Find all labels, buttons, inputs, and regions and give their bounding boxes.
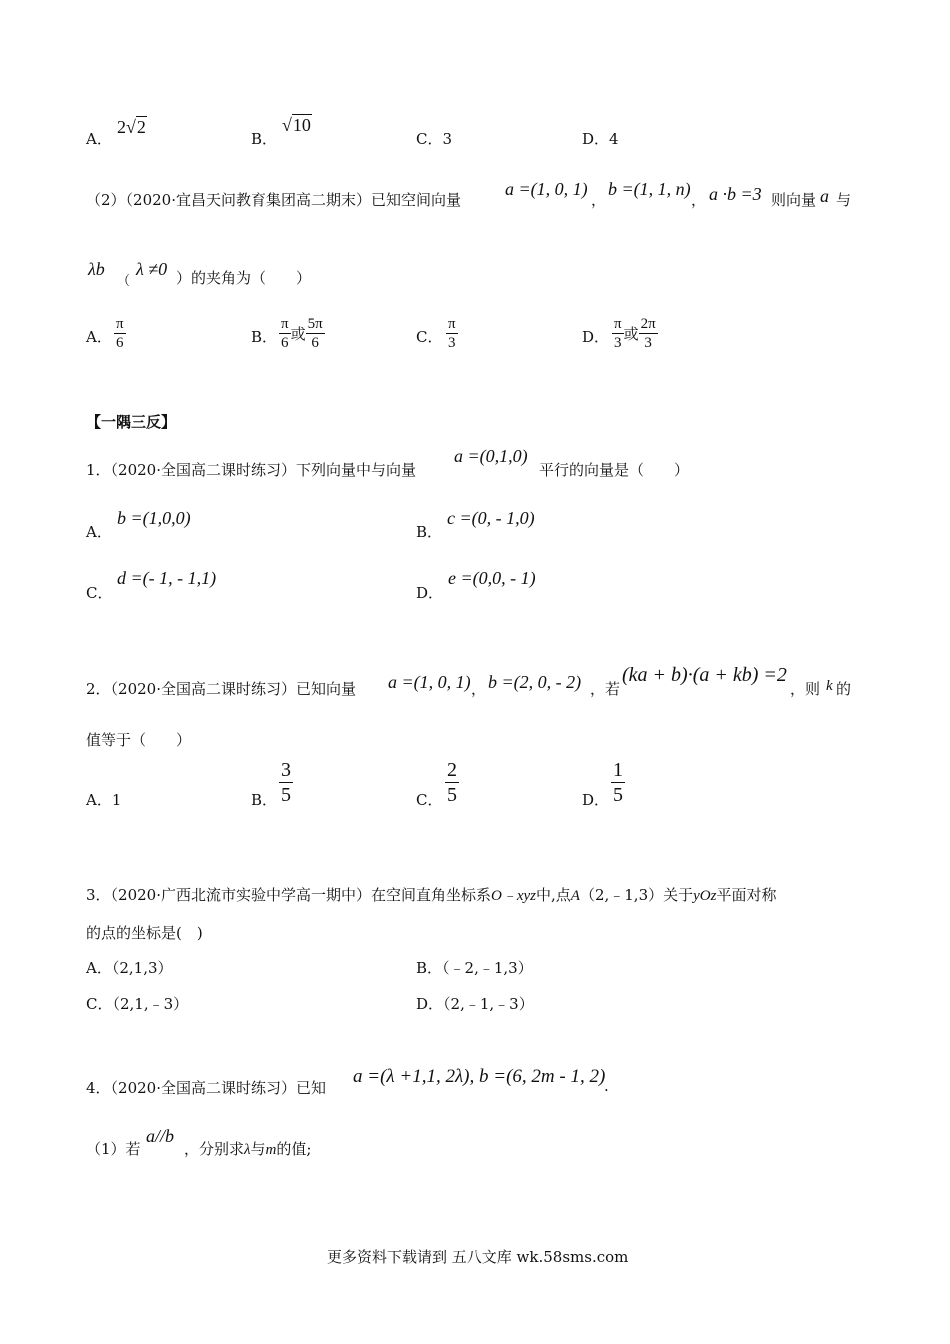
p3-option-b: B．（﹣2,﹣1,3） bbox=[416, 959, 533, 977]
p4-sub1-expr: a//b bbox=[146, 1126, 175, 1146]
q2-option-a-label: A． bbox=[86, 328, 112, 346]
q2-cond-open: （ bbox=[117, 274, 131, 289]
prev-option-d: D．4 bbox=[582, 130, 619, 148]
p4-expression: a =(λ +1,1, 2λ), b =(6, 2m - 1, 2) bbox=[353, 1066, 606, 1087]
p3-option-d: D．（2,﹣1,﹣3） bbox=[416, 995, 534, 1013]
p2-comma: ， bbox=[471, 680, 487, 698]
p3-text-7: 平面对称 bbox=[716, 886, 777, 904]
p1-option-d-value: e =(0,0, - 1) bbox=[448, 568, 536, 588]
p2-option-b-label: B． bbox=[251, 791, 278, 809]
q2-comma: ， bbox=[591, 191, 607, 209]
p2-option-c-value bbox=[445, 758, 459, 807]
p3-option-c: C．（2,1,﹣3） bbox=[86, 995, 189, 1013]
q2-vector-b: b =(1, 1, n) bbox=[608, 179, 691, 199]
fraction: $\frac{1}{5}$ bbox=[613, 759, 623, 806]
p2-tail-post: 的 bbox=[836, 680, 852, 698]
p3-line1 bbox=[86, 884, 776, 905]
p2-vector-a: a =(1, 0, 1) bbox=[388, 672, 471, 692]
q2-dot-product: a ·b =3 bbox=[709, 184, 762, 204]
q2-option-b-label: B． bbox=[251, 328, 278, 346]
option-a-label: A． bbox=[86, 130, 112, 148]
fraction: $\frac{2\pi}{3}$ bbox=[640, 316, 656, 351]
q2-lambda-b: λb bbox=[88, 259, 105, 279]
q2-option-c-value bbox=[446, 315, 458, 352]
p3-point: A bbox=[570, 888, 580, 904]
q2-a: a bbox=[820, 186, 829, 206]
p4-text: 4．（2020·全国高二课时练习）已知 bbox=[86, 1079, 326, 1097]
p2-option-d-value bbox=[611, 758, 625, 807]
p1-vector: a =(0,1,0) bbox=[454, 446, 528, 466]
p3-plane: yOz bbox=[693, 888, 717, 904]
prev-option-a bbox=[86, 128, 112, 149]
q2-option-d-value bbox=[612, 315, 658, 352]
p2-vector-b: b =(2, 0, - 2) bbox=[488, 672, 582, 692]
p4-lambda: λ bbox=[244, 1142, 251, 1158]
q2-mid-text: 则向量 bbox=[771, 191, 817, 209]
or-text: 或 bbox=[623, 325, 639, 343]
p2-tail-pre: ，则 bbox=[790, 680, 821, 698]
q2-vector-a: a =(1, 0, 1) bbox=[505, 179, 588, 199]
p3-text-1: 3．（2020·广西北流市实验中学高一期中）在空间直角坐标系 bbox=[86, 886, 491, 904]
q2-option-c-label: C． bbox=[416, 328, 443, 346]
section-title: 【一隅三反】 bbox=[86, 413, 177, 431]
prev-option-b: B． bbox=[251, 130, 278, 148]
p1-option-d-label: D． bbox=[416, 584, 444, 602]
p4-sub1-mid: ，分别求 bbox=[184, 1140, 245, 1158]
sqrt-expression: √2 bbox=[126, 117, 146, 137]
p4-sub1-tail: 的值; bbox=[276, 1140, 312, 1158]
p3-text-3: 中,点 bbox=[536, 886, 571, 904]
footer-text: 更多资料下载请到 五八文库 wk.58sms.com bbox=[327, 1248, 629, 1266]
q2-option-b-value bbox=[279, 315, 325, 352]
q2-option-a-value bbox=[114, 315, 126, 352]
p1-option-b-value: c =(0, - 1,0) bbox=[447, 508, 535, 528]
p3-option-a: A．（2,1,3） bbox=[86, 959, 173, 977]
p1-tail: 平行的向量是（ ） bbox=[539, 461, 690, 479]
p2-ruo: ，若 bbox=[590, 680, 621, 698]
q2-yu: 与 bbox=[836, 191, 852, 209]
p4-sub1-pre: （1）若 bbox=[86, 1140, 141, 1158]
p1-option-b-label: B． bbox=[416, 523, 443, 541]
p4-period: . bbox=[604, 1077, 609, 1095]
q2-cond-close: ）的夹角为（ ） bbox=[176, 269, 312, 287]
p2-text: 2．（2020·全国高二课时练习）已知向量 bbox=[86, 680, 356, 698]
p1-option-c-value: d =(- 1, - 1,1) bbox=[117, 568, 217, 588]
sqrt-expression: √10 bbox=[282, 115, 311, 135]
prev-option-b-value bbox=[282, 115, 312, 136]
fraction: $\frac{\pi}{3}$ bbox=[614, 316, 622, 351]
p1-option-a-value: b =(1,0,0) bbox=[117, 508, 191, 528]
p4-yu: 与 bbox=[250, 1140, 266, 1158]
fraction: $\frac{\pi}{3}$ bbox=[448, 316, 456, 351]
fraction: $\frac{5\pi}{6}$ bbox=[307, 316, 323, 351]
p4-sub1-line bbox=[184, 1138, 311, 1159]
q2-comma: ， bbox=[691, 191, 707, 209]
p2-option-c-label: C． bbox=[416, 791, 443, 809]
p1-option-c-label: C． bbox=[86, 584, 113, 602]
p4-m: m bbox=[265, 1142, 277, 1158]
prev-option-c: C．3 bbox=[416, 130, 453, 148]
q2-option-d-label: D． bbox=[582, 328, 610, 346]
fraction: $\frac{\pi}{6}$ bbox=[281, 316, 289, 351]
p1-option-a-label: A． bbox=[86, 523, 112, 541]
p2-line2: 值等于（ ） bbox=[86, 731, 192, 749]
or-text: 或 bbox=[290, 325, 306, 343]
p1-text: 1．（2020·全国高二课时练习）下列向量中与向量 bbox=[86, 461, 416, 479]
q2-condition: λ ≠0 bbox=[136, 259, 168, 279]
radical-coefficient: 2 bbox=[117, 117, 126, 137]
p3-text-5: （2,﹣1,3）关于 bbox=[579, 886, 694, 904]
p2-option-a: A．1 bbox=[86, 791, 122, 809]
q2-prefix: （2）（2020·宜昌天问教育集团高二期末）已知空间向量 bbox=[86, 191, 461, 209]
fraction: $\frac{2}{5}$ bbox=[447, 759, 457, 806]
fraction: $\frac{3}{5}$ bbox=[281, 759, 291, 806]
p2-option-b-value bbox=[279, 758, 293, 807]
p2-k: k bbox=[826, 678, 833, 694]
p2-condition: (ka + b)·(a + kb) =2 bbox=[622, 664, 787, 686]
prev-option-a-value bbox=[117, 117, 147, 138]
fraction: $\frac{\pi}{6}$ bbox=[116, 316, 124, 351]
p3-line2: 的点的坐标是( ) bbox=[86, 924, 203, 942]
p2-option-d-label: D． bbox=[582, 791, 610, 809]
p3-coord-system: O﹣xyz bbox=[491, 888, 536, 904]
